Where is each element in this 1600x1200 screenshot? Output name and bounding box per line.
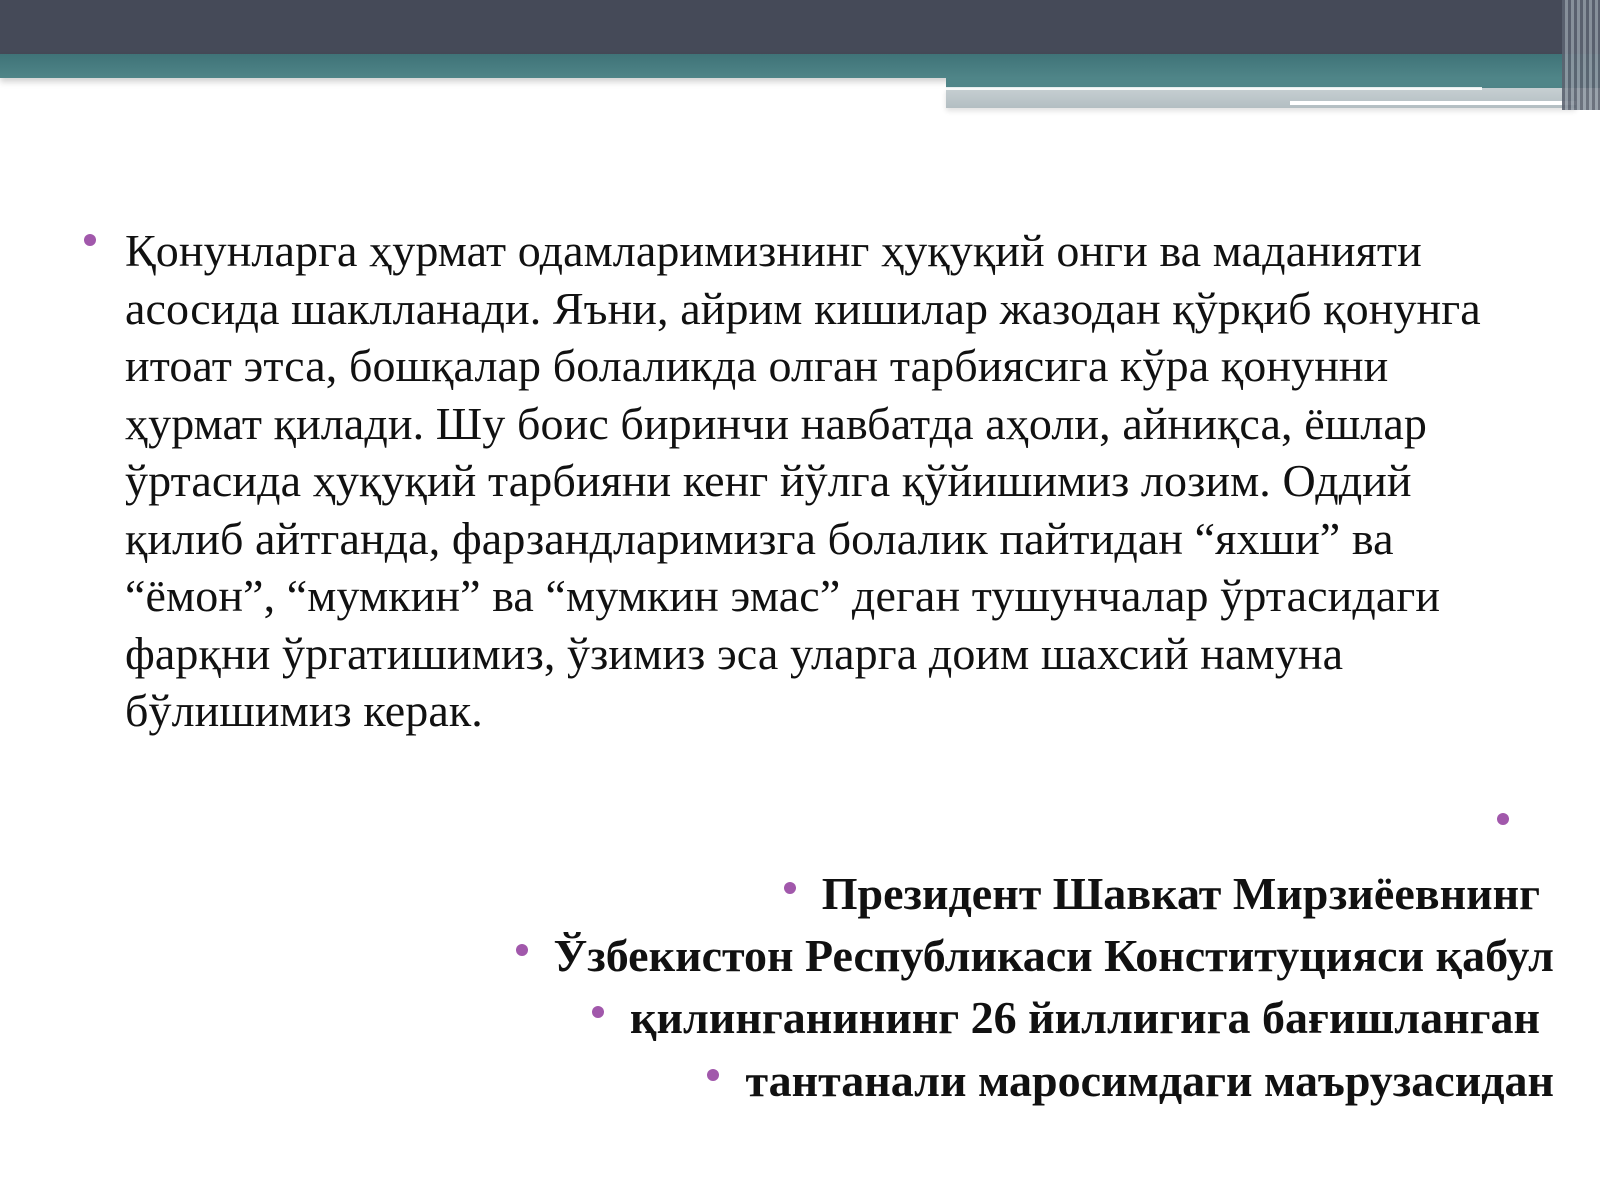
main-bullet-item (80, 222, 1500, 740)
header-edge-stripes (1562, 0, 1600, 110)
header-band-dark (0, 0, 1600, 54)
source-line-text: тантанали маросимдаги маърузасидан (745, 1055, 1554, 1106)
bullet-icon (516, 944, 528, 956)
source-line-text: қилинганининг 26 йиллигига бағишланган (630, 992, 1540, 1043)
source-line-text: Президент Шавкат Мирзиёевнинг (821, 868, 1540, 919)
header-highlight-line-short (1290, 101, 1580, 105)
bullet-icon (784, 882, 796, 894)
bullet-icon (84, 234, 96, 246)
main-paragraph: Қонунларга ҳурмат одамларимизнинг ҳуқуқий онги ва маданияти асосида шаклланади. Яъни, айрим кишилар жазодан қўрқиб қонунга итоат этса, бошқалар болаликда олган тарбиясига кўра қонунни ҳурмат қилади. Шу боис биринчи навбатда аҳоли, айниқса, ёшлар ўртасида ҳуқуқий тарбияни кенг йўлга қўйишимиз лозим. Оддий қилиб айтганда, фарзандларимизга болалик пайтидан “яхши” ва “ёмон”, “мумкин” ва “мумкин эмас” деган тушунчалар ўртасидаги фарқни ўргатишимиз, ўзимиз эса уларга доим шахсий намуна бўлишимиз керак. (125, 225, 1481, 736)
header-band-teal (0, 54, 1600, 78)
source-line-text: Ўзбекистон Республикаси Конституцияси қабул (553, 930, 1554, 981)
bullet-icon (592, 1006, 604, 1018)
header-band-grey (946, 88, 1576, 108)
source-line-4 (745, 1053, 1554, 1109)
bullet-icon (707, 1069, 719, 1081)
source-line-1 (822, 866, 1540, 922)
header-highlight-line (946, 87, 1482, 90)
empty-bullet-icon (1497, 813, 1509, 825)
source-line-3 (630, 990, 1540, 1046)
source-line-2 (554, 928, 1554, 984)
